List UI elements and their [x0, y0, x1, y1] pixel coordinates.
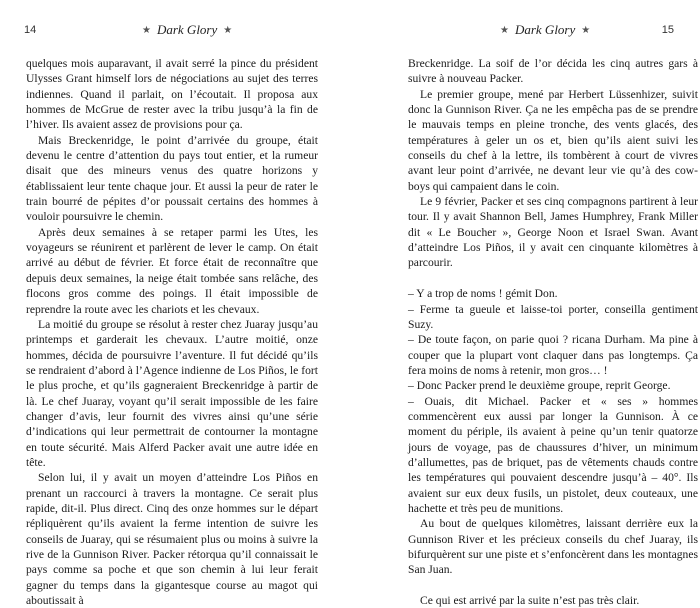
dialogue-line: – Ferme ta gueule et laisse-toi porter, conseilla gentiment Suzy.	[408, 302, 698, 331]
page-number: 14	[24, 24, 37, 36]
paragraph: La moitié du groupe se résolut à rester chez Juaray jusqu’au printemps et garderait les chevaux. L’autre moitié, onze hommes, décida de poursuivre l’aventure. Il fut décidé qu’ils se rendraient d’abord à l’Agence indienne de Los Piños, le fort le plus proche, et qu’ils gagneraient Breckenridge à partir de là. Le chef Juaray, voyant qu’il serait impossible de les faire changer d’avis, leur fournit des vivres ainsi qu’une série d’indications qui leur permettrait de contourner la montagne en toute sécurité. Mais Alferd Packer avait une autre idée en tête.	[26, 317, 318, 469]
paragraph: Mais Breckenridge, le point d’arrivée du groupe, était devenu le centre d’attention du pays tout entier, et la rumeur disait que des mineurs venus des quatre horizons y établissaient leur tente chaque jour. Et aussi la peur de rater le train bourré de pépites d’or poussait certains des hommes à vouloir poursuivre le chemin.	[26, 133, 318, 224]
paragraph: Breckenridge. La soif de l’or décida les cinq autres gars à suivre à nouveau Packer.	[408, 57, 698, 86]
running-title-text: Dark Glory	[514, 22, 576, 37]
dialogue-line: – De toute façon, on parie quoi ? ricana Durham. Ma pine à couper que la plupart vont claquer dans pas longtemps. Ça fera moins de noms à retenir, mon gros… !	[408, 333, 698, 377]
page-header	[350, 24, 700, 40]
running-title	[142, 22, 232, 38]
star-icon: ★	[500, 25, 509, 36]
paragraph: Après deux semaines à se retaper parmi les Utes, les voyageurs se réunirent et parlèrent de lever le camp. On était arrivé au début de février. Et force était de reconnaître que depuis deux semaines, la neige était tombée sans relâche, des flocons gros comme des poings. Il était impossible de reprendre la route avec les chariots et les chevaux.	[26, 225, 318, 316]
page-header	[0, 24, 350, 40]
page-body	[26, 56, 318, 608]
star-icon: ★	[581, 25, 591, 36]
dialogue-line: – Ouais, dit Michael. Packer et « ses » hommes commencèrent eux aussi par longer la Gunnison. À ce moment du périple, ils avaient à peine qu’un tenir quatorze jours de voyage, pas de chaussures d’hiver, un minimum d’allumettes, pas de briquet, pas de vêtements chauds contre les températures qui pouvaient descendre jusqu’à – 40°. Ils avaient sur eux deux fusils, un pistolet, deux couteaux, une hachette et très peu de munitions.	[408, 394, 698, 515]
paragraph: Au bout de quelques kilomètres, laissant derrière eux la Gunnison River et les précieux conseils du chef Juaray, ils bifurquèrent sur une piste et s’enfoncèrent dans les montagnes San Juan.	[408, 517, 698, 577]
right-page	[350, 0, 700, 608]
page-body	[408, 56, 698, 608]
running-title	[500, 22, 590, 38]
paragraph: Le premier groupe, mené par Herbert Lüssenhizer, suivit donc la Gunnison River. Ça ne les empêcha pas de se prendre le mauvais temps en pleine tronche, des vents glacés, des températures à geler un os et, bien qu’ils aient suivi les conseils du chef à la lettre, ils tombèrent à court de vivres avant leur point d’arrivée, ne devant leur vie qu’à des cow-boys qui campaient dans le coin.	[408, 87, 698, 193]
star-icon: ★	[223, 25, 233, 36]
star-icon: ★	[142, 25, 151, 36]
dialogue-line: – Y a trop de noms ! gémit Don.	[408, 287, 558, 301]
running-title-text: Dark Glory	[156, 22, 218, 37]
paragraph: Selon lui, il y avait un moyen d’atteindre Los Piños en prenant un raccourci à travers la montagne. Ce serait plus rapide, dit-il. Plus direct. Cinq des onze hommes sur le départ répliquèrent qu’ils avaient la ferme intention de suivre les conseils de Juaray, qui se résumaient plus ou moins à suivre la rive de la Gunnison River. Packer rétorqua qu’il connaissait le pays comme sa poche et que son chemin à lui leur ferait gagner du temps dans la gigantesque course au magot qui aboutissait à	[26, 471, 318, 608]
paragraph: Le 9 février, Packer et ses cinq compagnons partirent à leur tour. Il y avait Shannon Bell, James Humphrey, Frank Miller dit « Le Boucher », George Noon et Israel Swan. Avant d’atteindre Los Piños, il y avait cen cinquante kilomètres à parcourir.	[408, 195, 698, 270]
paragraph: Ce qui est arrivé par la suite n’est pas très clair.	[420, 594, 640, 608]
page-number: 15	[661, 24, 674, 36]
dialogue-line: – Donc Packer prend le deuxième groupe, reprit George.	[408, 379, 671, 393]
paragraph: quelques mois auparavant, il avait serré la pince du président Ulysses Grant himself lors de négociations au sujet des terres indiennes. Quand il parlait, on l’écoutait. Il proposa aux hommes de McGrue de rester avec la tribu jusqu’à la fin de l’hiver. Ils avaient assez de provisions pour ça.	[26, 57, 318, 132]
